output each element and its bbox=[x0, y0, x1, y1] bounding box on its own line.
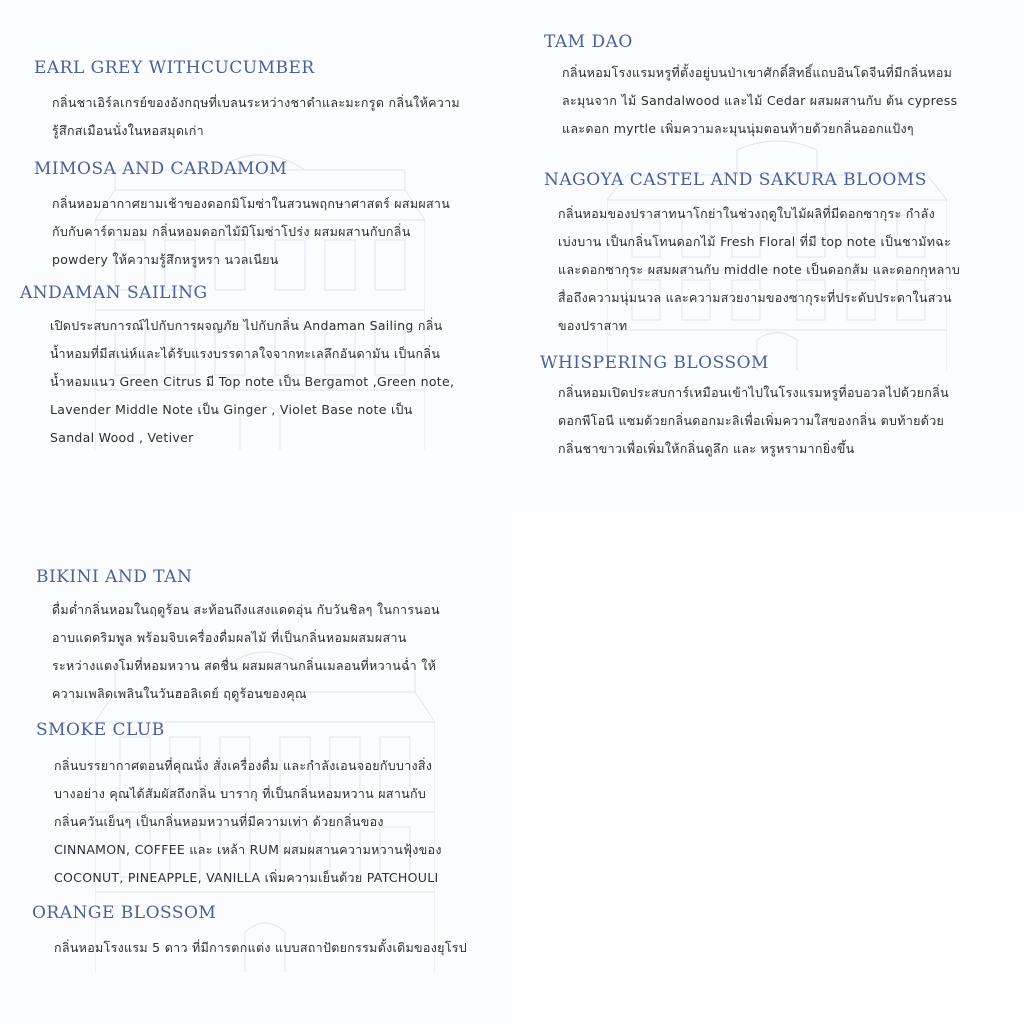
section-title-whispering: WHISPERING BLOSSOM bbox=[540, 353, 769, 373]
section-text-nagoya: กลิ่นหอมของปราสาทนาโกย่าในช่วงฤดูใบไม้ผลิที่มีดอกซากุระ กำลัง เบ่งบาน เป็นกลิ่นโทนดอกไม้ Fresh Floral ที่มี top note เป็นชามัทฉะ และดอกซากุระ ผสมผสานกับ middle note เป็นดอกส้ม และดอกกุหลาบ สื่อถึงความนุ่มนวล และความสวยงามของซากุระที่ประดับประดาในสวน ของปราสาท bbox=[558, 206, 961, 333]
section-title-mimosa: MIMOSA AND CARDAMOM bbox=[34, 159, 288, 179]
section-title-bikini: BIKINI AND TAN bbox=[36, 567, 193, 587]
section-text-mimosa: กลิ่นหอมอากาศยามเช้าของดอกมิโมซ่าในสวนพฤกษาศาสตร์ ผสมผสาน กับกับคาร์ดามอม กลิ่นหอมดอกไม้มิโมซ่าโปร่ง ผสมผสานกับกลิ่น powdery ให้ความรู้สึกหรูหรา นวลเนียน bbox=[52, 196, 451, 267]
section-text-andaman: เปิดประสบการณ์ไปกับการผจญภัย ไปกับกลิ่น Andaman Sailing กลิ่น น้ำหอมที่มีสเน่ห์และได้รับแรงบรรดาลใจจากทะเลลึกอันดามัน เป็นกลิ่น น้ำหอมแนว Green Citrus มี Top note เป็น Bergamot ,Green note, Lavender Middle Note เป็น Ginger , Violet Base note เป็น Sandal Wood , Vetiver bbox=[50, 318, 455, 445]
panel-top-left bbox=[0, 0, 512, 512]
section-text-orange-blossom: กลิ่นหอมโรงแรม 5 ดาว ที่มีการตกแต่ง แบบสถาปัตยกรรมดั้งเดิมของยุโรป bbox=[54, 940, 467, 955]
section-title-earl-grey: EARL GREY WITHCUCUMBER bbox=[34, 58, 315, 78]
section-title-orange-blossom: ORANGE BLOSSOM bbox=[32, 903, 217, 923]
section-text-smoke-club: กลิ่นบรรยากาศตอนที่คุณนั่ง สั่งเครื่องดื่ม และกำลังเอนจอยกับบางสิ่ง บางอย่าง คุณได้สัมผัสถึงกลิ่น บารากุ ที่เป็นกลิ่นหอมหวาน ผสานกับ กลิ่นควันเย็นๆ เป็นกลิ่นหอมหวานที่มีความเท่า ด้วยกลิ่นของ CINNAMON, COFFEE และ เหล้า RUM ผสมผสานความหวานฟุ้งของ COCONUT, PINEAPPLE, VANILLA เพิ่มความเย็นด้วย PATCHOULI bbox=[54, 758, 442, 885]
section-text-earl-grey: กลิ่นชาเอิร์ลเกรย์ของอังกฤษที่เบลนระหว่างชาดำและมะกรูด กลิ่นให้ความ รู้สึกสเมือนนั่งในหอสมุดเก่า bbox=[52, 95, 460, 138]
section-title-andaman: ANDAMAN SAILING bbox=[20, 283, 208, 303]
section-text-whispering: กลิ่นหอมเปิดประสบการ์เหมือนเข้าไปในโรงแรมหรูที่อบอวลไปด้วยกลิ่น ดอกพีโอนี แซมด้วยกลิ่นดอกมะลิเพื่อเพิ่มความใสของกลิ่น ตบท้ายด้วย กลิ่นชาขาวเพื่อเพิ่มให้กลิ่นดูลึก และ หรูหรามากยิ่งขึ้น bbox=[558, 385, 949, 456]
panel-bottom-left bbox=[0, 512, 512, 1024]
section-title-tam-dao: TAM DAO bbox=[544, 32, 633, 52]
section-text-tam-dao: กลิ่นหอมโรงแรมหรูที่ตั้งอยู่บนป่าเขาศักดิ์สิทธิ์แถบอินโดจีนที่มีกลิ่นหอม ละมุนจาก ไม้ Sandalwood และไม้ Cedar ผสมผสานกับ ต้น cypress และดอก myrtle เพิ่มความละมุนนุ่มตอนท้ายด้วยกลิ่นออกแป้งๆ bbox=[562, 65, 958, 136]
section-text-bikini: ดื่มด่ำกลิ่นหอมในฤดูร้อน สะท้อนถึงแสงแดดอุ่น กับวันชิลๆ ในการนอน อาบแดดริมพูล พร้อมจิบเครื่องดื่มผลไม้ ที่เป็นกลิ่นหอมผสมผสาน ระหว่างแตงโมที่หอมหวาน สดชื่น ผสมผสานกลิ่นเมลอนที่หวานฉ่ำ ให้ ความเพลิดเพลินในวันฮอลิเดย์ ฤดูร้อนของคุณ bbox=[52, 602, 440, 701]
panel-top-right bbox=[512, 0, 1024, 512]
section-title-smoke-club: SMOKE CLUB bbox=[36, 720, 165, 740]
panel-bottom-right-empty bbox=[512, 512, 1024, 1024]
section-title-nagoya: NAGOYA CASTEL AND SAKURA BLOOMS bbox=[544, 170, 927, 190]
